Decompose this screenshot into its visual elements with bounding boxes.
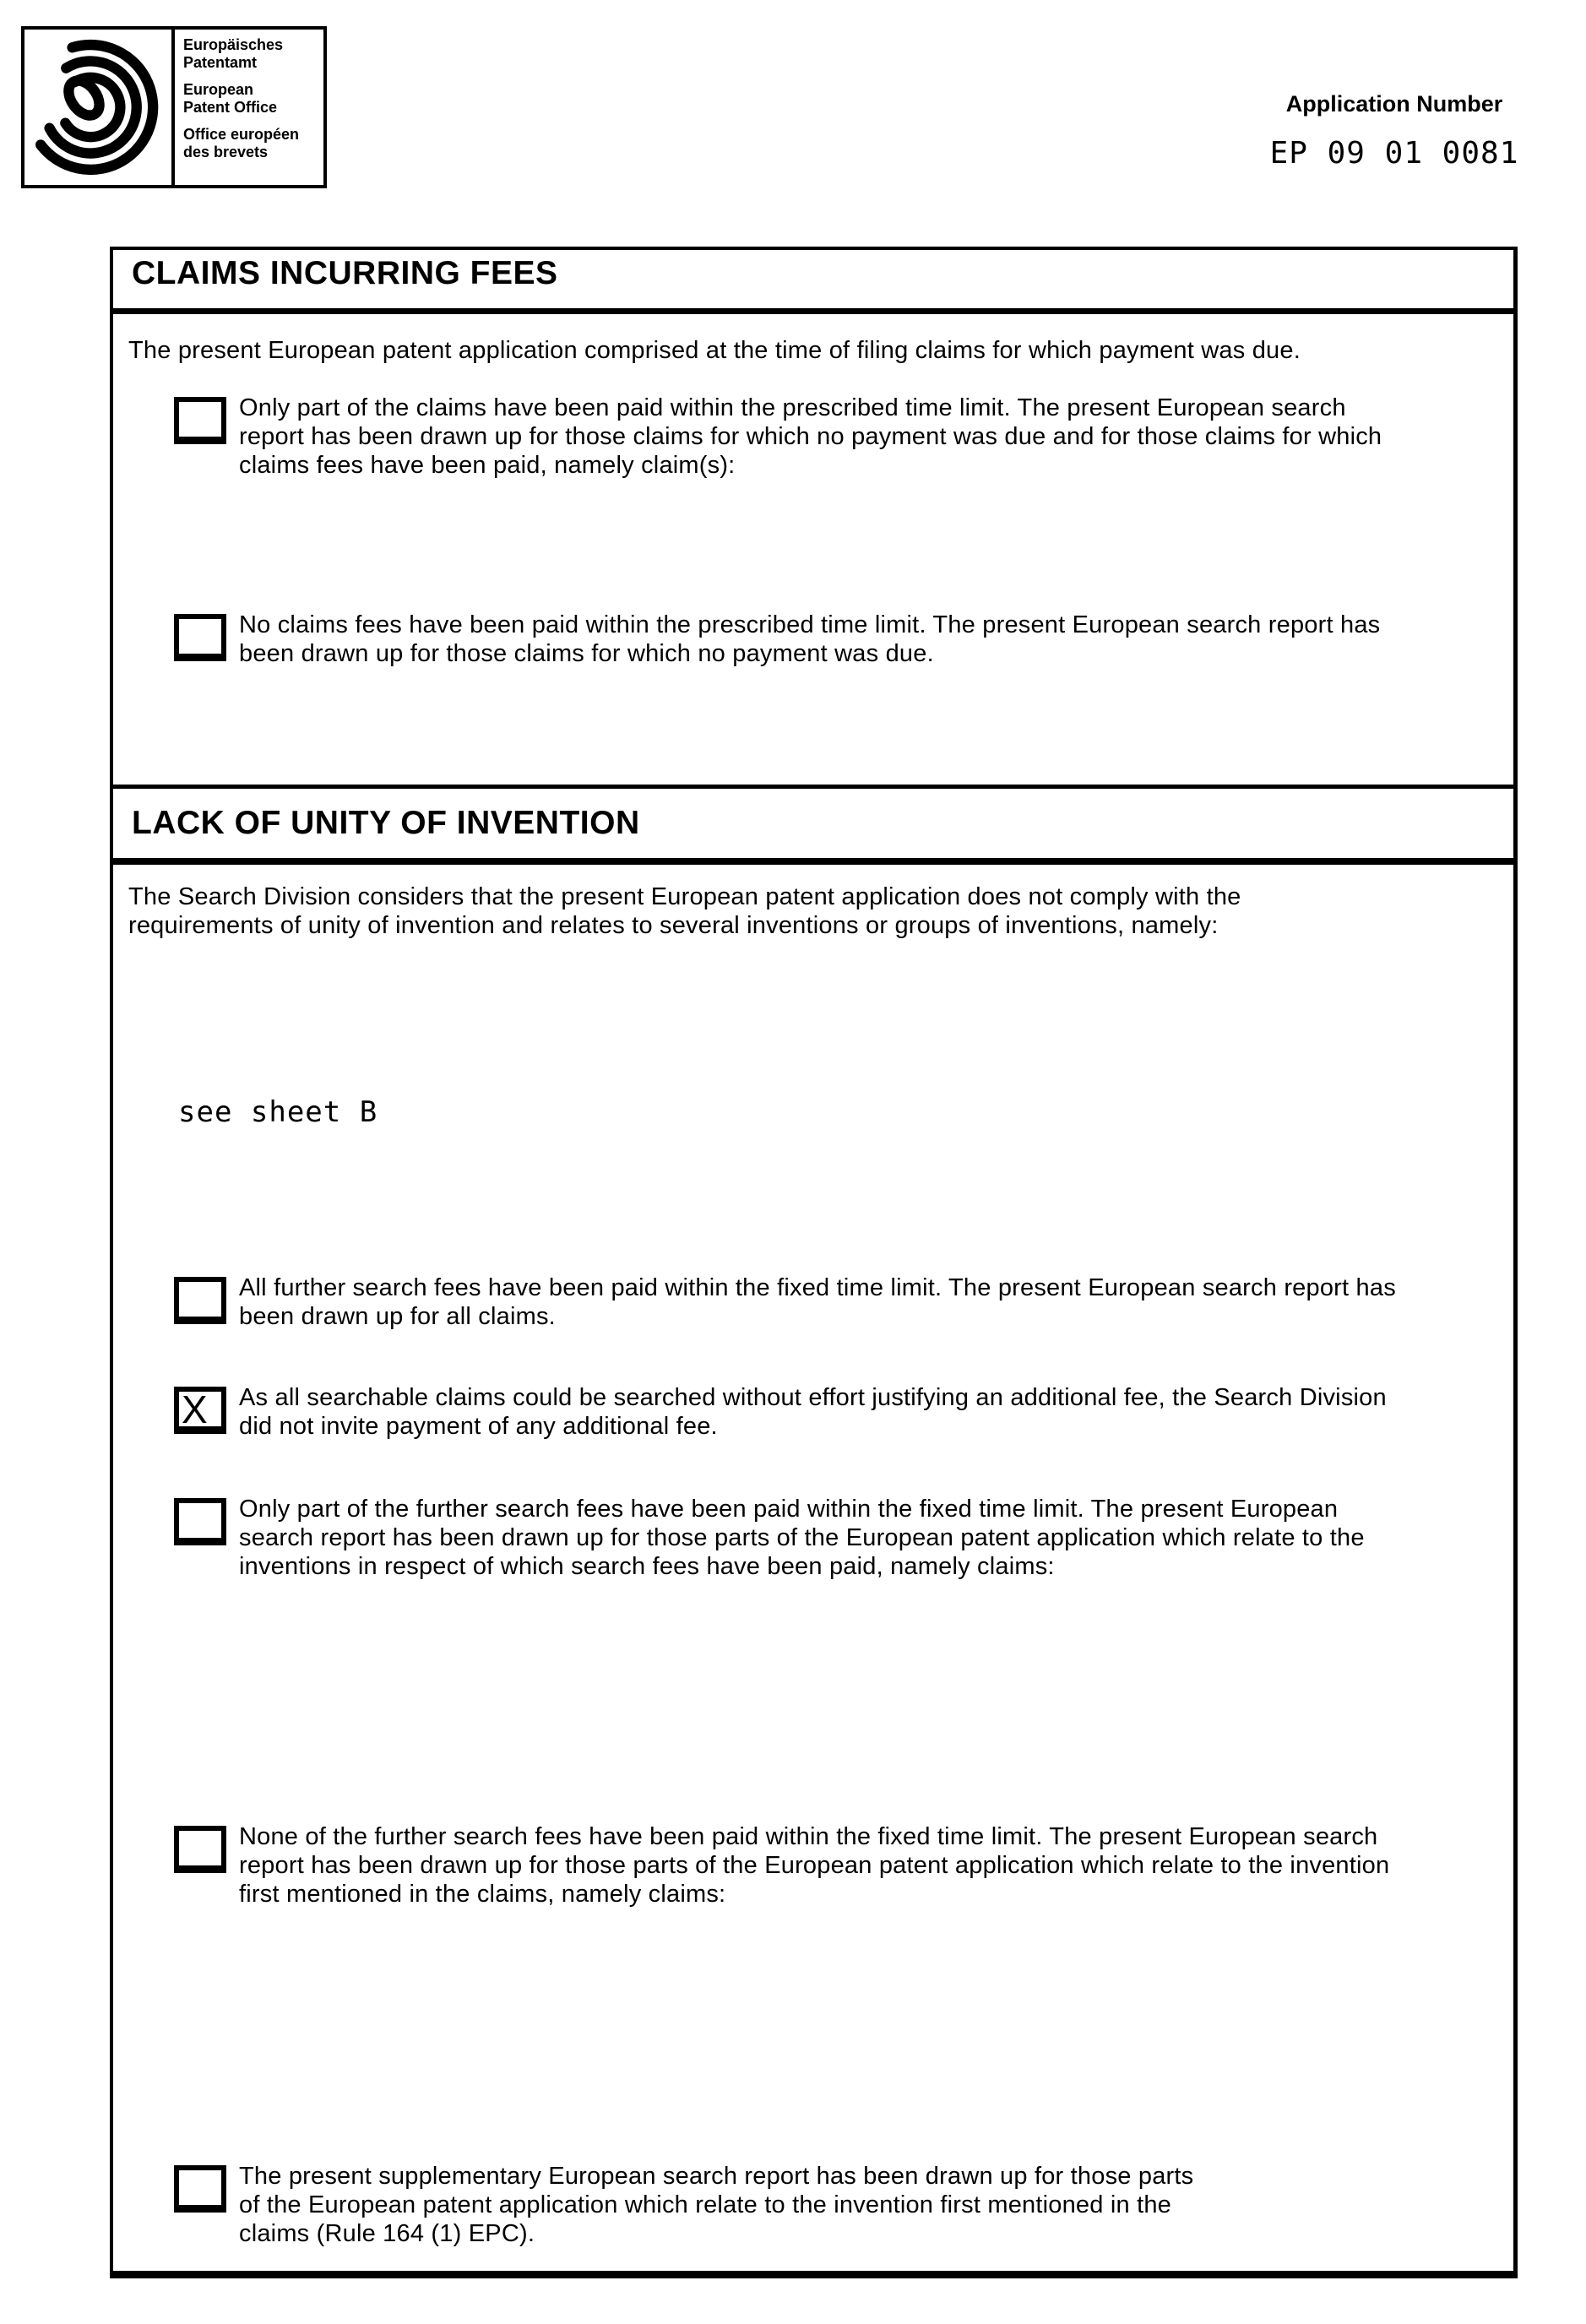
section2-intro: The Search Division considers that the present European patent application does not comply with the requirements of unity of invention and relates to several inventions or groups of inventions, namely: [128, 883, 1241, 939]
epo-name-german: Europäisches Patentamt [183, 36, 284, 71]
checkbox-supplementary-report[interactable] [174, 2165, 226, 2213]
checkbox-x-mark: X [182, 1387, 208, 1431]
option-no-additional-fee-invited-text: As all searchable claims could be searched without effort justifying an additional fee, the Search Division did not invite payment of any additional fee. [239, 1384, 1387, 1440]
section2-title: LACK OF UNITY OF INVENTION [132, 805, 640, 841]
section1-title: CLAIMS INCURRING FEES [132, 255, 558, 291]
checkbox-part-further-fees-paid[interactable] [174, 1498, 226, 1545]
option-all-further-fees-paid-text: All further search fees have been paid within the fixed time limit. The present European search report has been drawn up for all claims. [239, 1274, 1396, 1330]
checkbox-none-further-fees-paid[interactable] [174, 1826, 226, 1873]
epo-spiral-icon [24, 30, 175, 185]
epo-logo-text [175, 30, 323, 185]
application-number-block [1268, 91, 1521, 171]
see-sheet-b-note: see sheet B [178, 1095, 378, 1129]
option-supplementary-report-text: The present supplementary European search report has been drawn up for those parts of the European patent application which relate to the invention first mentioned in the claims (Rule 164 (1) EPC). [239, 2163, 1194, 2247]
checkbox-claims-partly-paid[interactable] [174, 397, 226, 444]
form-frame [110, 247, 1518, 2278]
checkbox-no-additional-fee-invited[interactable] [174, 1387, 226, 1434]
section2-header-divider [110, 858, 1518, 865]
checkbox-no-claims-fees-paid[interactable] [174, 614, 226, 661]
application-number-value: EP 09 01 0081 [1269, 136, 1519, 171]
epo-name-french: Office européen des brevets [183, 126, 300, 160]
section1-header-divider [110, 308, 1518, 314]
epo-name-english: European Patent Office [183, 81, 278, 116]
section1-intro: The present European patent application comprised at the time of filing claims for which payment was due. [128, 337, 1301, 364]
option-none-further-fees-paid-text: None of the further search fees have been paid within the fixed time limit. The present European search report has been drawn up for those parts of the European patent application which relate to the invention first mentioned in the claims, namely claims: [239, 1823, 1390, 1908]
option-no-claims-fees-paid-text: No claims fees have been paid within the prescribed time limit. The present European search report has been drawn up for those claims for which no payment was due. [239, 611, 1381, 667]
option-claims-partly-paid-text: Only part of the claims have been paid within the prescribed time limit. The present European search report has been drawn up for those claims for which no payment was due and for those claims for which claims fees have been paid, namely claim(s): [239, 394, 1382, 479]
application-number-label: Application Number [1285, 91, 1503, 117]
section2-top-divider [110, 785, 1518, 789]
epo-logo-box [21, 26, 327, 188]
option-part-further-fees-paid-text: Only part of the further search fees have been paid within the fixed time limit. The present European search report has been drawn up for those parts of the European patent application which relate to the inventions in respect of which search fees have been paid, namely claims: [239, 1496, 1365, 1580]
checkbox-all-further-fees-paid[interactable] [174, 1277, 226, 1324]
